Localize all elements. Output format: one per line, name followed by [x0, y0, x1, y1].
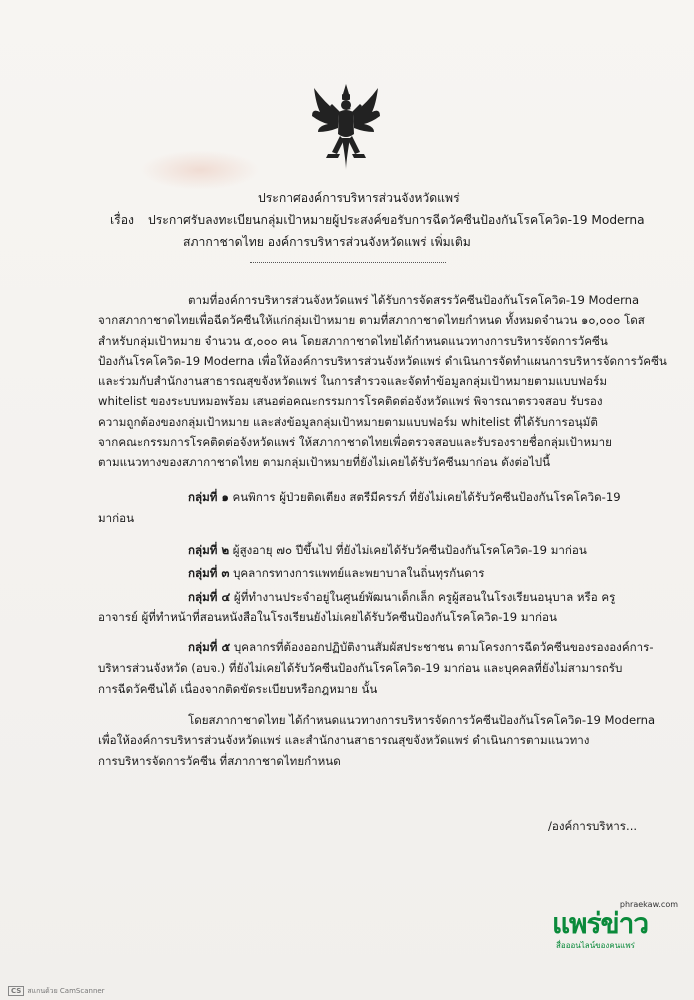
- paper-stain: [140, 150, 260, 190]
- group-label: กลุ่มที่ ๑: [188, 490, 229, 504]
- group-4-item: [188, 587, 615, 607]
- logo-url: phraekaw.com: [619, 900, 678, 909]
- intro-line: ตามที่องค์การบริหารส่วนจังหวัดแพร่ ได้รับการจัดสรรวัคซีนป้องกันโรคโควิด-19 Moderna: [188, 293, 640, 307]
- continuation-marker: /องค์การบริหาร...: [548, 819, 638, 833]
- group-label: กลุ่มที่ ๓: [188, 566, 230, 580]
- logo-brand: แพร่ข่าว: [552, 907, 649, 940]
- group-label: กลุ่มที่ ๔: [188, 590, 231, 604]
- group-label: กลุ่มที่ ๒: [188, 543, 230, 557]
- closing-paragraph: [98, 710, 656, 771]
- intro-line: สำหรับกลุ่มเป้าหมาย จำนวน ๕,๐๐๐ คน โดยสภากาชาดไทยได้กำหนดแนวทางการบริหารจัดการวัคซีน: [98, 333, 608, 348]
- subject-line-2: สภากาชาดไทย องค์การบริหารส่วนจังหวัดแพร่ เพิ่มเติม: [183, 235, 471, 249]
- intro-line: และร่วมกับสำนักงานสาธารณสุขจังหวัดแพร่ ในการสำรวจและจัดทำข้อมูลกลุ่มเป้าหมายตามแบบฟอร์ม: [98, 374, 607, 389]
- group-text: คนพิการ ผู้ป่วยติดเตียง สตรีมีครรภ์ ที่ยังไม่เคยได้รับวัคซีนป้องกันโรคโควิด-19: [232, 490, 621, 504]
- group-label: กลุ่มที่ ๕: [188, 640, 231, 654]
- scanner-footer: [8, 986, 105, 997]
- intro-line: ตามแนวทางของสภากาชาดไทย ตามกลุ่มเป้าหมายที่ยังไม่เคยได้รับวัคซีนมาก่อน ดังต่อไปนี้: [98, 455, 551, 470]
- intro-line: ป้องกันโรคโควิด-19 Moderna เพื่อให้องค์การบริหารส่วนจังหวัดแพร่ ดำเนินการจัดทำแผนการบริหารจัดการวัคซีน: [98, 353, 667, 368]
- closing-line: การบริหารจัดการวัคซีน ที่สภากาชาดไทยกำหนด: [98, 753, 341, 768]
- announcement-title: ประกาศองค์การบริหารส่วนจังหวัดแพร่: [258, 191, 460, 205]
- intro-line: จากคณะกรรมการโรคติดต่อจังหวัดแพร่ ให้สภากาชาดไทยเพื่อตรวจสอบและรับรองรายชื่อกลุ่มเป้าหมาย: [98, 435, 612, 450]
- intro-paragraph: [98, 290, 667, 473]
- intro-line: whitelist ของระบบหมอพร้อม เสนอต่อคณะกรรมการโรคติดต่อจังหวัดแพร่ พิจารณาตรวจสอบ รับรอง: [98, 394, 603, 409]
- closing-line: โดยสภากาชาดไทย ได้กำหนดแนวทางการบริหารจัดการวัคซีนป้องกันโรคโควิด-19 Moderna: [188, 713, 656, 727]
- subject-line-1: ประกาศรับลงทะเบียนกลุ่มเป้าหมายผู้ประสงค์ขอรับการฉีดวัคซีนป้องกันโรคโควิด-19 Moderna: [148, 213, 645, 227]
- group-5-cont: บริหารส่วนจังหวัด (อบจ.) ที่ยังไม่เคยได้รับวัคซีนป้องกันโรคโควิด-19 มาก่อน และบุคคลที่ยังไม่สามารถรับ: [98, 661, 623, 675]
- group-5-item: [188, 637, 654, 657]
- group-text: บุคลากรที่ต้องออกปฏิบัติงานสัมผัสประชาชน ตามโครงการฉีดวัคซีนของรององค์การ-: [233, 640, 654, 654]
- group-4-cont: อาจารย์ ผู้ที่ทำหน้าที่สอนหนังสือในโรงเรียนยังไม่เคยได้รับวัคซีนป้องกันโรคโควิด-19 มาก่อน: [98, 610, 557, 624]
- intro-line: จากสภากาชาดไทยเพื่อฉีดวัคซีนให้แก่กลุ่มเป้าหมาย ตามที่สภากาชาดไทยกำหนด ทั้งหมดจำนวน ๑๐,๐๐๐ โดส: [98, 313, 645, 328]
- phraekaw-logo: [552, 900, 692, 952]
- group-1-item: [188, 487, 621, 507]
- closing-line: เพื่อให้องค์การบริหารส่วนจังหวัดแพร่ และสำนักงานสาธารณสุขจังหวัดแพร่ ดำเนินการตามแนวทาง: [98, 733, 590, 748]
- intro-line: ความถูกต้องของกลุ่มเป้าหมาย และส่งข้อมูลกลุ่มเป้าหมายตามแบบฟอร์ม whitelist ที่ได้รับการอนุมัติ: [98, 414, 598, 429]
- group-5-cont: การฉีดวัคซีนได้ เนื่องจากติดขัดระเบียบหรือกฎหมาย นั้น: [98, 682, 378, 696]
- scanner-text: สแกนด้วย CamScanner: [27, 987, 105, 995]
- group-text: บุคลากรทางการแพทย์และพยาบาลในถิ่นทุรกันดาร: [233, 566, 485, 580]
- camscanner-icon: CS: [8, 986, 24, 996]
- group-3-item: [188, 563, 485, 583]
- logo-tagline: สื่อออนไลน์ของคนแพร่: [556, 941, 635, 950]
- subject-label: เรื่อง: [110, 213, 134, 227]
- group-1-cont: มาก่อน: [98, 511, 135, 525]
- group-text: ผู้สูงอายุ ๗๐ ปีขึ้นไป ที่ยังไม่เคยได้รับวัคซีนป้องกันโรคโควิด-19 มาก่อน: [232, 543, 587, 557]
- group-text: ผู้ที่ทำงานประจำอยู่ในศูนย์พัฒนาเด็กเล็ก ครูผู้สอนในโรงเรียนอนุบาล หรือ ครู: [233, 590, 616, 604]
- dotted-separator: [250, 262, 446, 263]
- group-2-item: [188, 540, 587, 560]
- garuda-emblem-icon: [310, 82, 382, 172]
